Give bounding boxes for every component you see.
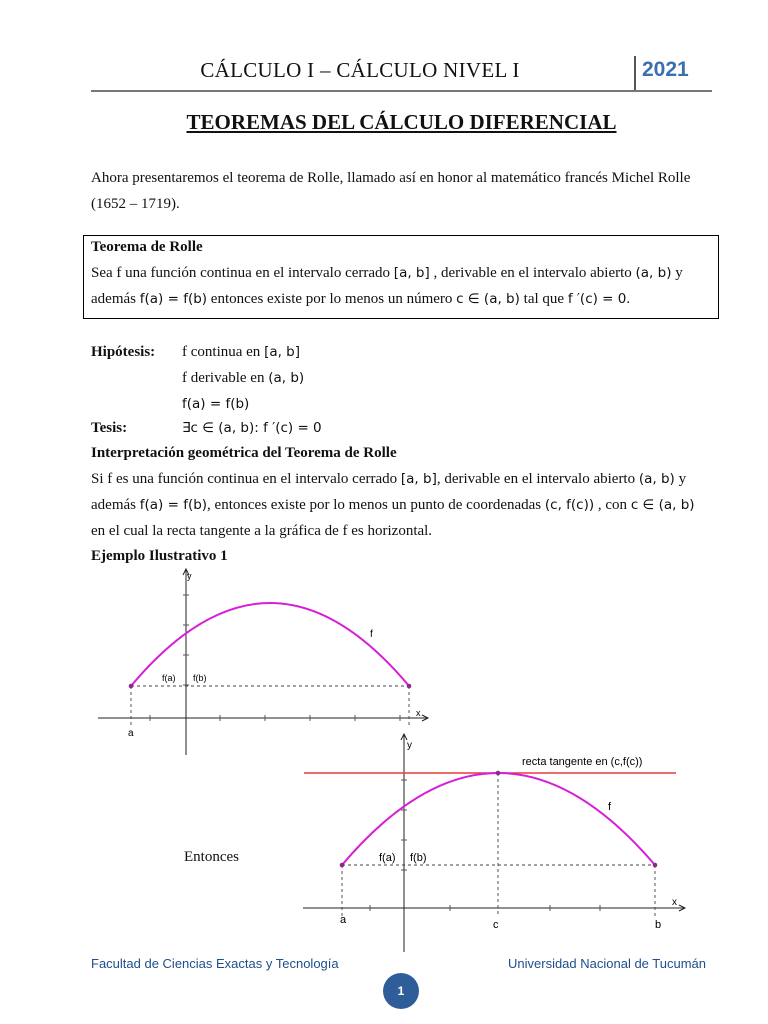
thesis-statement <box>182 415 322 441</box>
endpoint-b <box>653 863 658 868</box>
intro-paragraph <box>91 165 721 217</box>
entonces-label: Entonces <box>184 849 239 865</box>
geometric-section <box>91 440 721 544</box>
math-thesis: ∃c ∈ (a, b): f ′(c) = 0 <box>182 420 322 436</box>
header-rule <box>91 90 712 92</box>
theorem-heading: Teorema de Rolle <box>91 239 203 255</box>
tangent-label: recta tangente en (c,f(c)) <box>522 756 643 768</box>
a-label: a <box>128 728 134 739</box>
hypothesis-item <box>182 339 582 365</box>
a-label: a <box>340 914 347 926</box>
hypothesis-text: f continua en <box>182 344 261 360</box>
math-equal-values: f(a) = f(b) <box>139 497 208 513</box>
fb-label: f(b) <box>193 673 207 683</box>
geometric-text: además <box>91 497 136 513</box>
header-divider <box>634 56 636 92</box>
intro-line-1: Ahora presentaremos el teorema de Rolle, llamado así en honor al matemático francés Michel Rolle <box>91 170 691 186</box>
math-closed-interval: [a, b] <box>264 344 301 360</box>
theorem-line-1 <box>91 260 721 286</box>
geometric-text: Si f es una función continua en el intervalo cerrado <box>91 471 398 487</box>
endpoint-a <box>340 863 345 868</box>
theorem-text: además <box>91 291 136 307</box>
graph-2 <box>300 730 690 955</box>
page-number-badge: 1 <box>383 973 419 1009</box>
f-label: f <box>370 629 373 640</box>
thesis-label: Tesis: <box>91 420 128 436</box>
x-label: x <box>416 708 421 718</box>
footer-faculty: Facultad de Ciencias Exactas y Tecnología <box>91 956 339 971</box>
axis-ticks <box>150 595 400 721</box>
geometric-heading: Interpretación geométrica del Teorema de Rolle <box>91 445 397 461</box>
c-label: c <box>493 919 499 931</box>
example-heading: Ejemplo Ilustrativo 1 <box>91 548 228 564</box>
geometric-text: , entonces existe por lo menos un punto de coordenadas <box>207 497 542 513</box>
fa-label: f(a) <box>379 852 396 864</box>
hypothesis-item <box>182 365 582 391</box>
endpoint-a <box>129 684 134 689</box>
y-label: y <box>407 740 412 751</box>
math-c-in-interval: c ∈ (a, b) <box>456 291 520 307</box>
tangent-point <box>496 771 501 776</box>
theorem-text: Sea f una función continua en el intervalo cerrado <box>91 265 391 281</box>
math-equal-values: f(a) = f(b) <box>139 291 208 307</box>
b-label: b <box>655 919 662 931</box>
geometric-text: , con <box>597 497 628 513</box>
math-open-interval: (a, b) <box>635 265 672 281</box>
math-open-interval: (a, b) <box>638 471 675 487</box>
theorem-text: y <box>675 265 683 281</box>
geometric-line-1 <box>91 466 721 492</box>
endpoint-b <box>407 684 412 689</box>
hypothesis-item <box>182 391 582 417</box>
hypothesis-label: Hipótesis: <box>91 344 156 360</box>
theorem-content <box>91 234 721 312</box>
math-closed-interval: [a, b] <box>400 471 437 487</box>
fa-label: f(a) <box>162 673 176 683</box>
fb-label: f(b) <box>410 852 427 864</box>
theorem-text: entonces existe por lo menos un número <box>210 291 453 307</box>
theorem-text: tal que <box>523 291 565 307</box>
geometric-text: , derivable en el intervalo abierto <box>436 471 636 487</box>
geometric-line-3: en el cual la recta tangente a la gráfica de f es horizontal. <box>91 523 433 539</box>
geometric-line-2 <box>91 492 721 518</box>
hypothesis-list <box>182 339 582 417</box>
math-derivative-zero: f ′(c) = 0 <box>567 291 627 307</box>
math-point: (c, f(c)) <box>544 497 595 513</box>
theorem-text: , derivable en el intervalo abierto <box>433 265 632 281</box>
intro-line-2: (1652 – 1719). <box>91 196 180 212</box>
y-label: y <box>187 571 192 581</box>
geometric-text: y <box>678 471 687 487</box>
f-label: f <box>608 801 612 813</box>
x-label: x <box>672 897 677 908</box>
math-open-interval: (a, b) <box>268 370 305 386</box>
footer-university: Universidad Nacional de Tucumán <box>508 956 706 971</box>
course-title: CÁLCULO I – CÁLCULO NIVEL I <box>200 58 520 82</box>
year-label: 2021 <box>642 58 689 81</box>
math-c-in-interval: c ∈ (a, b) <box>630 497 695 513</box>
theorem-line-2 <box>91 286 721 312</box>
math-closed-interval: [a, b] <box>393 265 430 281</box>
hypothesis-text: f derivable en <box>182 370 265 386</box>
page-title: TEOREMAS DEL CÁLCULO DIFERENCIAL <box>186 110 617 134</box>
math-equal-values: f(a) = f(b) <box>182 396 250 412</box>
theorem-text: . <box>626 291 631 307</box>
